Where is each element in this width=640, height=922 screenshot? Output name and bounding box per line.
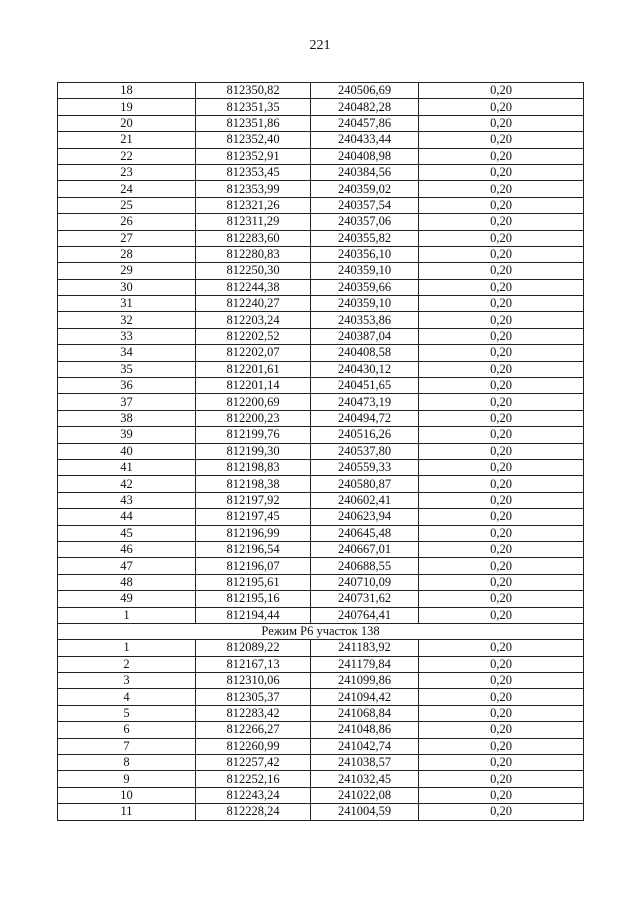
point-number-cell: 46: [58, 541, 196, 557]
table-row: [58, 787, 584, 803]
x-coordinate-cell: 812353,45: [196, 164, 311, 180]
value-cell: 0,20: [419, 230, 584, 246]
point-number-cell: 4: [58, 689, 196, 705]
point-number-cell: 28: [58, 246, 196, 262]
value-cell: 0,20: [419, 673, 584, 689]
x-coordinate-cell: 812197,92: [196, 492, 311, 508]
value-cell: 0,20: [419, 99, 584, 115]
value-cell: 0,20: [419, 558, 584, 574]
x-coordinate-cell: 812198,38: [196, 476, 311, 492]
table-body-bottom: [58, 640, 584, 820]
x-coordinate-cell: 812321,26: [196, 197, 311, 213]
x-coordinate-cell: 812257,42: [196, 755, 311, 771]
y-coordinate-cell: 240359,66: [311, 279, 419, 295]
x-coordinate-cell: 812243,24: [196, 787, 311, 803]
table-row: [58, 132, 584, 148]
value-cell: 0,20: [419, 476, 584, 492]
y-coordinate-cell: 241048,86: [311, 722, 419, 738]
y-coordinate-cell: 241042,74: [311, 738, 419, 754]
table-row: [58, 345, 584, 361]
y-coordinate-cell: 240667,01: [311, 541, 419, 557]
point-number-cell: 44: [58, 509, 196, 525]
point-number-cell: 3: [58, 673, 196, 689]
point-number-cell: 7: [58, 738, 196, 754]
point-number-cell: 9: [58, 771, 196, 787]
x-coordinate-cell: 812202,52: [196, 328, 311, 344]
x-coordinate-cell: 812195,16: [196, 591, 311, 607]
table-row: [58, 591, 584, 607]
y-coordinate-cell: 240451,65: [311, 378, 419, 394]
point-number-cell: 11: [58, 804, 196, 820]
value-cell: 0,20: [419, 640, 584, 656]
y-coordinate-cell: 241004,59: [311, 804, 419, 820]
value-cell: 0,20: [419, 443, 584, 459]
y-coordinate-cell: 240357,06: [311, 214, 419, 230]
table-row: [58, 246, 584, 262]
table-row: [58, 394, 584, 410]
value-cell: 0,20: [419, 214, 584, 230]
y-coordinate-cell: 241179,84: [311, 656, 419, 672]
value-cell: 0,20: [419, 263, 584, 279]
table-row: [58, 656, 584, 672]
point-number-cell: 26: [58, 214, 196, 230]
table-row: [58, 197, 584, 213]
value-cell: 0,20: [419, 689, 584, 705]
y-coordinate-cell: 240580,87: [311, 476, 419, 492]
x-coordinate-cell: 812283,42: [196, 705, 311, 721]
table-row: [58, 705, 584, 721]
x-coordinate-cell: 812283,60: [196, 230, 311, 246]
table-row: [58, 99, 584, 115]
table-row: [58, 263, 584, 279]
point-number-cell: 40: [58, 443, 196, 459]
x-coordinate-cell: 812260,99: [196, 738, 311, 754]
x-coordinate-cell: 812240,27: [196, 296, 311, 312]
point-number-cell: 19: [58, 99, 196, 115]
point-number-cell: 20: [58, 115, 196, 131]
value-cell: 0,20: [419, 755, 584, 771]
value-cell: 0,20: [419, 738, 584, 754]
value-cell: 0,20: [419, 296, 584, 312]
point-number-cell: 42: [58, 476, 196, 492]
value-cell: 0,20: [419, 181, 584, 197]
table-row: [58, 312, 584, 328]
y-coordinate-cell: 240387,04: [311, 328, 419, 344]
point-number-cell: 37: [58, 394, 196, 410]
coordinates-table: [57, 82, 584, 821]
y-coordinate-cell: 241022,08: [311, 787, 419, 803]
table-row: [58, 410, 584, 426]
point-number-cell: 22: [58, 148, 196, 164]
table-row: [58, 230, 584, 246]
y-coordinate-cell: 241099,86: [311, 673, 419, 689]
x-coordinate-cell: 812202,07: [196, 345, 311, 361]
y-coordinate-cell: 240537,80: [311, 443, 419, 459]
x-coordinate-cell: 812089,22: [196, 640, 311, 656]
y-coordinate-cell: 240764,41: [311, 607, 419, 623]
y-coordinate-cell: 240602,41: [311, 492, 419, 508]
x-coordinate-cell: 812351,86: [196, 115, 311, 131]
point-number-cell: 8: [58, 755, 196, 771]
point-number-cell: 27: [58, 230, 196, 246]
point-number-cell: 18: [58, 83, 196, 99]
x-coordinate-cell: 812199,30: [196, 443, 311, 459]
table-row: [58, 558, 584, 574]
table-row: [58, 722, 584, 738]
y-coordinate-cell: 240357,54: [311, 197, 419, 213]
value-cell: 0,20: [419, 574, 584, 590]
table-row: [58, 541, 584, 557]
y-coordinate-cell: 240731,62: [311, 591, 419, 607]
table-row: [58, 115, 584, 131]
y-coordinate-cell: 240353,86: [311, 312, 419, 328]
x-coordinate-cell: 812196,54: [196, 541, 311, 557]
table-row: [58, 378, 584, 394]
x-coordinate-cell: 812203,24: [196, 312, 311, 328]
x-coordinate-cell: 812250,30: [196, 263, 311, 279]
y-coordinate-cell: 241068,84: [311, 705, 419, 721]
y-coordinate-cell: 240359,10: [311, 296, 419, 312]
x-coordinate-cell: 812280,83: [196, 246, 311, 262]
table-row: [58, 755, 584, 771]
table-row: [58, 214, 584, 230]
y-coordinate-cell: 241038,57: [311, 755, 419, 771]
table-row: [58, 427, 584, 443]
x-coordinate-cell: 812194,44: [196, 607, 311, 623]
table-row: [58, 689, 584, 705]
value-cell: 0,20: [419, 246, 584, 262]
y-coordinate-cell: 240356,10: [311, 246, 419, 262]
point-number-cell: 38: [58, 410, 196, 426]
point-number-cell: 41: [58, 459, 196, 475]
table-body-top: [58, 83, 584, 624]
y-coordinate-cell: 240559,33: [311, 459, 419, 475]
y-coordinate-cell: 240430,12: [311, 361, 419, 377]
x-coordinate-cell: 812201,61: [196, 361, 311, 377]
value-cell: 0,20: [419, 83, 584, 99]
table-section: [58, 623, 584, 639]
y-coordinate-cell: 241094,42: [311, 689, 419, 705]
y-coordinate-cell: 241032,45: [311, 771, 419, 787]
x-coordinate-cell: 812198,83: [196, 459, 311, 475]
y-coordinate-cell: 240408,98: [311, 148, 419, 164]
table-row: [58, 83, 584, 99]
table-row: [58, 640, 584, 656]
value-cell: 0,20: [419, 787, 584, 803]
point-number-cell: 34: [58, 345, 196, 361]
table-row: [58, 164, 584, 180]
point-number-cell: 33: [58, 328, 196, 344]
point-number-cell: 49: [58, 591, 196, 607]
point-number-cell: 32: [58, 312, 196, 328]
x-coordinate-cell: 812200,69: [196, 394, 311, 410]
x-coordinate-cell: 812167,13: [196, 656, 311, 672]
section-header-row: [58, 623, 584, 639]
point-number-cell: 25: [58, 197, 196, 213]
x-coordinate-cell: 812350,82: [196, 83, 311, 99]
point-number-cell: 48: [58, 574, 196, 590]
table-row: [58, 361, 584, 377]
point-number-cell: 29: [58, 263, 196, 279]
x-coordinate-cell: 812252,16: [196, 771, 311, 787]
x-coordinate-cell: 812351,35: [196, 99, 311, 115]
x-coordinate-cell: 812266,27: [196, 722, 311, 738]
x-coordinate-cell: 812305,37: [196, 689, 311, 705]
x-coordinate-cell: 812197,45: [196, 509, 311, 525]
table-row: [58, 525, 584, 541]
table-row: [58, 673, 584, 689]
value-cell: 0,20: [419, 492, 584, 508]
value-cell: 0,20: [419, 328, 584, 344]
point-number-cell: 39: [58, 427, 196, 443]
table-row: [58, 607, 584, 623]
y-coordinate-cell: 240688,55: [311, 558, 419, 574]
table-row: [58, 771, 584, 787]
value-cell: 0,20: [419, 607, 584, 623]
x-coordinate-cell: 812199,76: [196, 427, 311, 443]
table-row: [58, 738, 584, 754]
value-cell: 0,20: [419, 115, 584, 131]
y-coordinate-cell: 240355,82: [311, 230, 419, 246]
y-coordinate-cell: 241183,92: [311, 640, 419, 656]
value-cell: 0,20: [419, 197, 584, 213]
value-cell: 0,20: [419, 132, 584, 148]
point-number-cell: 1: [58, 607, 196, 623]
y-coordinate-cell: 240710,09: [311, 574, 419, 590]
y-coordinate-cell: 240473,19: [311, 394, 419, 410]
value-cell: 0,20: [419, 148, 584, 164]
table-row: [58, 476, 584, 492]
value-cell: 0,20: [419, 656, 584, 672]
x-coordinate-cell: 812311,29: [196, 214, 311, 230]
point-number-cell: 6: [58, 722, 196, 738]
point-number-cell: 21: [58, 132, 196, 148]
point-number-cell: 36: [58, 378, 196, 394]
point-number-cell: 43: [58, 492, 196, 508]
y-coordinate-cell: 240408,58: [311, 345, 419, 361]
value-cell: 0,20: [419, 705, 584, 721]
table-row: [58, 443, 584, 459]
y-coordinate-cell: 240506,69: [311, 83, 419, 99]
point-number-cell: 31: [58, 296, 196, 312]
table-row: [58, 574, 584, 590]
point-number-cell: 35: [58, 361, 196, 377]
table-row: [58, 148, 584, 164]
value-cell: 0,20: [419, 394, 584, 410]
table-row: [58, 804, 584, 820]
value-cell: 0,20: [419, 591, 584, 607]
x-coordinate-cell: 812244,38: [196, 279, 311, 295]
table-row: [58, 509, 584, 525]
value-cell: 0,20: [419, 410, 584, 426]
y-coordinate-cell: 240457,86: [311, 115, 419, 131]
table-row: [58, 328, 584, 344]
x-coordinate-cell: 812310,06: [196, 673, 311, 689]
x-coordinate-cell: 812353,99: [196, 181, 311, 197]
y-coordinate-cell: 240384,56: [311, 164, 419, 180]
value-cell: 0,20: [419, 361, 584, 377]
x-coordinate-cell: 812196,07: [196, 558, 311, 574]
value-cell: 0,20: [419, 722, 584, 738]
y-coordinate-cell: 240645,48: [311, 525, 419, 541]
point-number-cell: 23: [58, 164, 196, 180]
x-coordinate-cell: 812201,14: [196, 378, 311, 394]
table-row: [58, 181, 584, 197]
table-row: [58, 492, 584, 508]
point-number-cell: 5: [58, 705, 196, 721]
section-title: Режим Р6 участок 138: [58, 623, 584, 639]
value-cell: 0,20: [419, 509, 584, 525]
value-cell: 0,20: [419, 459, 584, 475]
value-cell: 0,20: [419, 804, 584, 820]
point-number-cell: 2: [58, 656, 196, 672]
point-number-cell: 10: [58, 787, 196, 803]
value-cell: 0,20: [419, 427, 584, 443]
x-coordinate-cell: 812352,91: [196, 148, 311, 164]
point-number-cell: 45: [58, 525, 196, 541]
y-coordinate-cell: 240482,28: [311, 99, 419, 115]
value-cell: 0,20: [419, 541, 584, 557]
x-coordinate-cell: 812196,99: [196, 525, 311, 541]
value-cell: 0,20: [419, 771, 584, 787]
table-row: [58, 296, 584, 312]
value-cell: 0,20: [419, 279, 584, 295]
x-coordinate-cell: 812352,40: [196, 132, 311, 148]
table-row: [58, 459, 584, 475]
value-cell: 0,20: [419, 378, 584, 394]
point-number-cell: 1: [58, 640, 196, 656]
point-number-cell: 30: [58, 279, 196, 295]
point-number-cell: 24: [58, 181, 196, 197]
y-coordinate-cell: 240623,94: [311, 509, 419, 525]
value-cell: 0,20: [419, 345, 584, 361]
y-coordinate-cell: 240359,10: [311, 263, 419, 279]
value-cell: 0,20: [419, 164, 584, 180]
x-coordinate-cell: 812228,24: [196, 804, 311, 820]
value-cell: 0,20: [419, 312, 584, 328]
page-number: 221: [309, 38, 331, 53]
y-coordinate-cell: 240494,72: [311, 410, 419, 426]
y-coordinate-cell: 240433,44: [311, 132, 419, 148]
x-coordinate-cell: 812195,61: [196, 574, 311, 590]
y-coordinate-cell: 240359,02: [311, 181, 419, 197]
x-coordinate-cell: 812200,23: [196, 410, 311, 426]
point-number-cell: 47: [58, 558, 196, 574]
y-coordinate-cell: 240516,26: [311, 427, 419, 443]
table-row: [58, 279, 584, 295]
value-cell: 0,20: [419, 525, 584, 541]
